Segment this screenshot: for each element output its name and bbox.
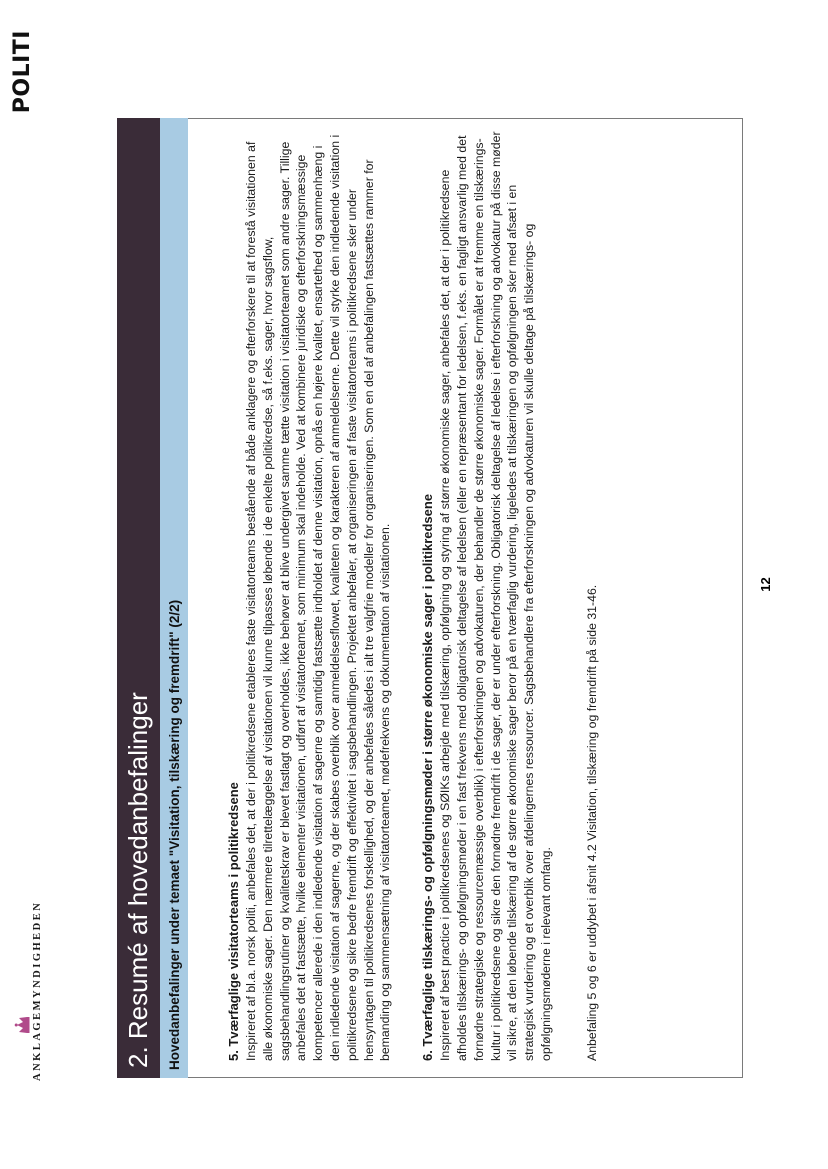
politi-logo: POLITI xyxy=(10,30,35,114)
page-number: 12 xyxy=(758,577,773,592)
reference-note: Anbefaling 5 og 6 er uddybet i afsnit 4.2 Visitation, tilskæring og fremdrift på side 31-46. xyxy=(584,584,599,1061)
section-body: Inspireret af bl.a. norsk politi, anbefales det, at der i politikredsene etableres faste visitatorteams bestående af både anklagere og efterforskere til at forestå visitationen af alle økonomiske sager. Den nærmere tilrettelæggelse af visitationen vil kunne tilpasses løbende i de enkelte politikredse, så f.eks. sager, hvor sagsflow, sagsbehandlingsrutiner og kvalitetskrav er blevet fastlagt og overholdes, ikke behøver at blive undergivet samme tætte visitation i visitatorteamet som andre sager. Tillige anbefales det at fastsætte, hvilke elementer visitationen, udført af visitatorteamet, som minimum skal indeholde. Ved at kombinere juridiske og efterforskningsmæssige kompetencer allerede i den indledende visitation af sagerne og samtidig fastsætte indholdet af denne visitation, opnås en højere kvalitet, ensartethed og sammenhæng i den indledende visitation af sagerne, og der skabes overblik over anmeldelsesflowet, kvaliteten og karakteren af anmeldelserne. Dette vil styrke den indledende visitation i politikredsene og sikre bedre fremdrift og effektivitet i sagsbehandlingen. Projektet anbefaler, at organiseringen af faste visitatorteams i politikredsene sker under hensyntagen til politikredsenes forskellighed, og der anbefales således i alt tre valgfrie modeller for organiseringen. Som en del af anbefalingen fastsættes rammer for bemanding og sammensætning af visitatorteamet, mødefrekvens og dokumentation af visitationen. xyxy=(244,134,393,1061)
section-heading: 5. Tværfaglige visitatorteams i politikredsene xyxy=(226,782,241,1061)
page-title: 2. Resumé af hovedanbefalinger xyxy=(123,692,153,1068)
anklagemyndigheden-logo xyxy=(14,901,43,1081)
page-subtitle: Hovedanbefalinger under temaet "Visitation, tilskæring og fremdrift" (2/2) xyxy=(166,599,182,1070)
section-5 xyxy=(226,131,394,1061)
section-6 xyxy=(420,131,555,1061)
subtitle-bar xyxy=(160,118,188,1078)
content-box xyxy=(188,118,743,1078)
title-bar xyxy=(117,118,160,1078)
crown-icon xyxy=(14,1015,30,1035)
org-name: ANKLAGEMYNDIGHEDEN xyxy=(32,900,43,1081)
section-body: Inspireret af best practice i politikredsenes og SØIKs arbejde med tilskæring, opfølgning og styring af større økonomiske sager, anbefales det, at der i politikredsene afholdes tilskærings- og opfølgningsmøder i en fast frekvens med obligatorisk deltagelse af ledelsen (eller en repræsentant for ledelsen, f.eks. en fagligt ansvarlig med det fornødne strategiske og ressourcemæssige overblik) i efterforskningen og advokaturen, der behandler de større økonomiske sager. Formålet er at fremme en tilskærings-kultur i politikredsene og sikre den fornødne fremdrift i de sager, der er under efterforskning. Obligatorisk deltagelse af ledelse i efterforskning og advokatur på disse møder vil sikre, at den løbende tilskæring af de større økonomiske sager beror på en tværfaglig vurdering, ligeledes at tilskæringen og opfølgningen sker med afsæt i en strategisk vurdering og et overblik over afdelingernes ressourcer. Sagsbehandlere fra efterforskningen og advokaturen vil skulle deltage på tilskærings- og opfølgningsmøderne i relevant omfang. xyxy=(438,131,553,1061)
section-heading: 6. Tværfaglige tilskærings- og opfølgningsmøder i større økonomiske sager i politikredsene xyxy=(420,493,436,1061)
